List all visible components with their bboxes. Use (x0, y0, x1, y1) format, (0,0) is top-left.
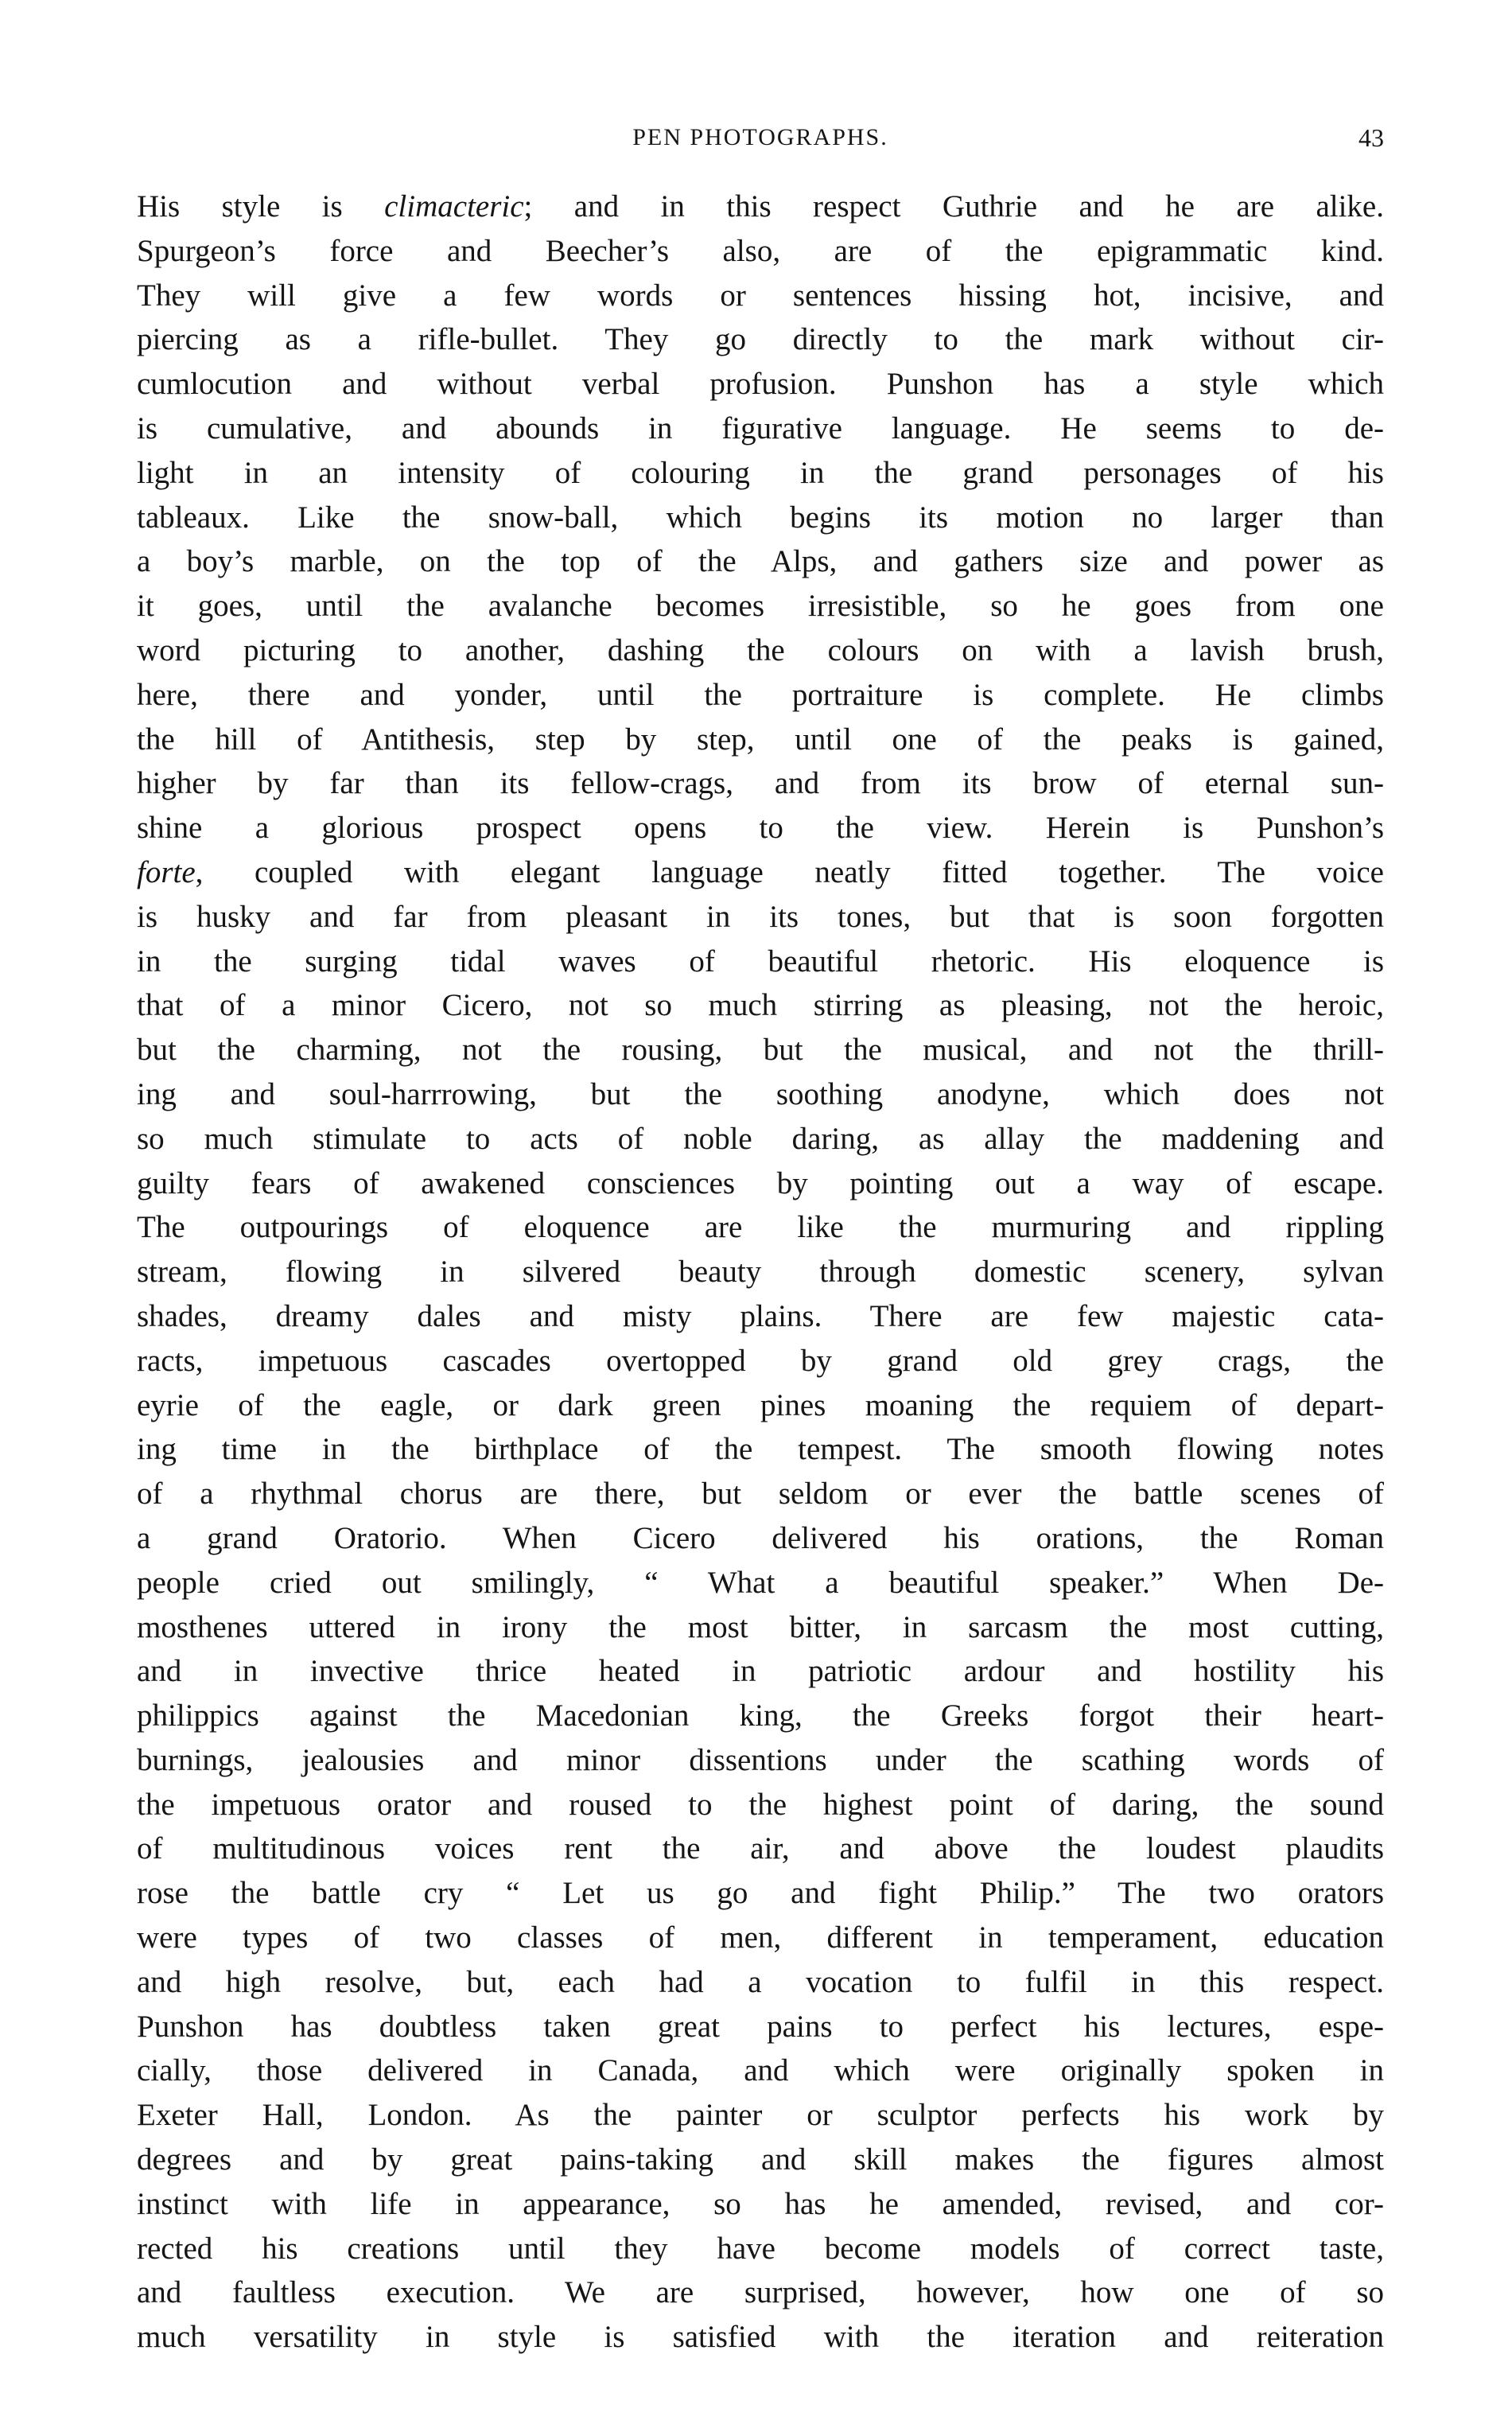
text-segment: stream, flowing in silvered beauty through domestic scenery, sylvan (137, 1255, 1384, 1290)
text-segment: word picturing to another, dashing the colours on with a lavish brush, (137, 632, 1384, 667)
text-line (137, 1117, 1384, 1161)
text-line (137, 229, 1384, 274)
text-line (137, 1161, 1384, 1206)
italic-term: forte (137, 854, 196, 889)
text-segment: shades, dreamy dales and misty plains. There are few majestic cata- (137, 1298, 1384, 1333)
text-segment: burnings, jealousies and minor dissentions under the scathing words of (137, 1742, 1384, 1777)
text-segment: , coupled with elegant language neatly fitted together. The voice (195, 854, 1384, 889)
text-segment: higher by far than its fellow-crags, and from its brow of eternal sun- (137, 766, 1384, 801)
page-number: 43 (1358, 123, 1384, 152)
text-line (137, 1205, 1384, 1250)
text-line (137, 2049, 1384, 2093)
text-line (137, 628, 1384, 673)
text-segment: piercing as a rifle-bullet. They go directly to the mark without cir- (137, 322, 1384, 357)
text-segment: Spurgeon’s force and Beecher’s also, are of the epigrammatic kind. (137, 233, 1384, 268)
text-line (137, 407, 1384, 451)
text-segment: is husky and far from pleasant in its tones, but that is soon forgotten (137, 899, 1384, 934)
text-line (137, 850, 1384, 895)
text-segment: tableaux. Like the snow-ball, which begins its motion no larger than (137, 500, 1384, 535)
text-segment: much versatility in style is satisfied with the iteration and reiteration (137, 2320, 1384, 2355)
text-line (137, 806, 1384, 850)
text-segment: rected his creations until they have become models of correct taste, (137, 2231, 1384, 2266)
text-segment: that of a minor Cicero, not so much stirring as pleasing, not the heroic, (137, 988, 1384, 1023)
text-segment: instinct with life in appearance, so has he amended, revised, and cor- (137, 2186, 1384, 2221)
text-line (137, 1827, 1384, 1871)
text-segment: mosthenes uttered in irony the most bitter, in sarcasm the most cutting, (137, 1609, 1384, 1644)
text-segment: and high resolve, but, each had a vocation to fulfil in this respect. (137, 1964, 1384, 1999)
text-line (137, 1383, 1384, 1428)
text-segment: philippics against the Macedonian king, the Greeks forgot their heart- (137, 1698, 1384, 1733)
text-segment: His style is (137, 189, 385, 224)
text-segment: of a rhythmal chorus are there, but seldom or ever the battle scenes of (137, 1477, 1384, 1512)
text-segment: ing and soul-harrrowing, but the soothing anodyne, which does not (137, 1076, 1384, 1111)
text-segment: a grand Oratorio. When Cicero delivered his orations, the Roman (137, 1520, 1384, 1555)
text-segment: people cried out smilingly, “ What a beautiful speaker.” When De- (137, 1565, 1384, 1600)
text-line (137, 1605, 1384, 1650)
text-segment: racts, impetuous cascades overtopped by grand old grey crags, the (137, 1343, 1384, 1378)
text-segment: eyrie of the eagle, or dark green pines moaning the requiem of depart- (137, 1387, 1384, 1422)
text-segment: so much stimulate to acts of noble daring, as allay the maddening and (137, 1121, 1384, 1156)
text-segment: a boy’s marble, on the top of the Alps, and gathers size and power as (137, 544, 1384, 579)
text-segment: in the surging tidal waves of beautiful rhetoric. His eloquence is (137, 944, 1384, 979)
text-line (137, 496, 1384, 540)
text-line (137, 940, 1384, 984)
text-line (137, 1516, 1384, 1561)
text-line (137, 317, 1384, 362)
text-segment: The outpourings of eloquence are like the murmuring and rippling (137, 1210, 1384, 1245)
body-text (137, 185, 1384, 2360)
text-segment: and faultless execution. We are surprised, however, how one of so (137, 2275, 1384, 2310)
text-segment: the hill of Antithesis, step by step, until one of the peaks is gained, (137, 722, 1384, 757)
running-title: PEN PHOTOGRAPHS. (632, 124, 888, 150)
text-segment: rose the battle cry “ Let us go and fight Philip.” The two orators (137, 1876, 1384, 1911)
text-line (137, 2227, 1384, 2271)
text-line (137, 1294, 1384, 1339)
text-line (137, 2315, 1384, 2360)
text-line (137, 1072, 1384, 1117)
text-line (137, 1783, 1384, 1827)
text-line (137, 2093, 1384, 2138)
text-segment: light in an intensity of colouring in the grand personages of his (137, 455, 1384, 490)
text-segment: shine a glorious prospect opens to the view. Herein is Punshon’s (137, 811, 1384, 846)
text-segment: were types of two classes of men, different in temperament, education (137, 1920, 1384, 1955)
text-line (137, 1694, 1384, 1738)
text-line (137, 1561, 1384, 1605)
text-line (137, 1960, 1384, 2005)
text-segment: but the charming, not the rousing, but the musical, and not the thrill- (137, 1033, 1384, 1068)
text-line (137, 718, 1384, 762)
text-line (137, 761, 1384, 806)
text-line (137, 274, 1384, 318)
text-line (137, 185, 1384, 229)
text-segment: Punshon has doubtless taken great pains to perfect his lectures, espe- (137, 2009, 1384, 2044)
text-segment: the impetuous orator and roused to the highest point of daring, the sound (137, 1787, 1384, 1822)
text-line (137, 1250, 1384, 1294)
text-segment: it goes, until the avalanche becomes irresistible, so he goes from one (137, 589, 1384, 624)
text-line (137, 1738, 1384, 1783)
text-line (137, 584, 1384, 628)
text-segment: is cumulative, and abounds in figurative language. He seems to de- (137, 411, 1384, 446)
text-line (137, 1649, 1384, 1694)
text-line (137, 1028, 1384, 1072)
text-segment: here, there and yonder, until the portraiture is complete. He climbs (137, 677, 1384, 712)
text-line (137, 983, 1384, 1028)
text-line (137, 1472, 1384, 1516)
text-segment: and in invective thrice heated in patriotic ardour and hostility his (137, 1654, 1384, 1689)
running-head (137, 118, 1384, 158)
text-line (137, 1339, 1384, 1383)
text-line (137, 2138, 1384, 2182)
text-line (137, 673, 1384, 718)
text-line (137, 539, 1384, 584)
text-segment: ing time in the birthplace of the tempest. The smooth flowing notes (137, 1432, 1384, 1467)
text-line (137, 2270, 1384, 2315)
text-line (137, 1916, 1384, 1960)
text-line (137, 451, 1384, 496)
text-line (137, 1427, 1384, 1472)
text-line (137, 362, 1384, 407)
text-segment: They will give a few words or sentences hissing hot, incisive, and (137, 278, 1384, 313)
text-segment: Exeter Hall, London. As the painter or sculptor perfects his work by (137, 2098, 1384, 2133)
text-line (137, 2005, 1384, 2049)
italic-term: climacteric (384, 189, 524, 224)
text-segment: degrees and by great pains-taking and skill makes the figures almost (137, 2142, 1384, 2177)
text-segment: of multitudinous voices rent the air, and above the loudest plaudits (137, 1831, 1384, 1866)
text-line (137, 2182, 1384, 2227)
text-segment: ; and in this respect Guthrie and he are alike. (523, 189, 1384, 224)
text-line (137, 1871, 1384, 1916)
text-line (137, 895, 1384, 940)
text-segment: cumlocution and without verbal profusion. Punshon has a style which (137, 367, 1384, 402)
text-segment: cially, those delivered in Canada, and which were originally spoken in (137, 2053, 1384, 2088)
text-segment: guilty fears of awakened consciences by pointing out a way of escape. (137, 1165, 1384, 1200)
